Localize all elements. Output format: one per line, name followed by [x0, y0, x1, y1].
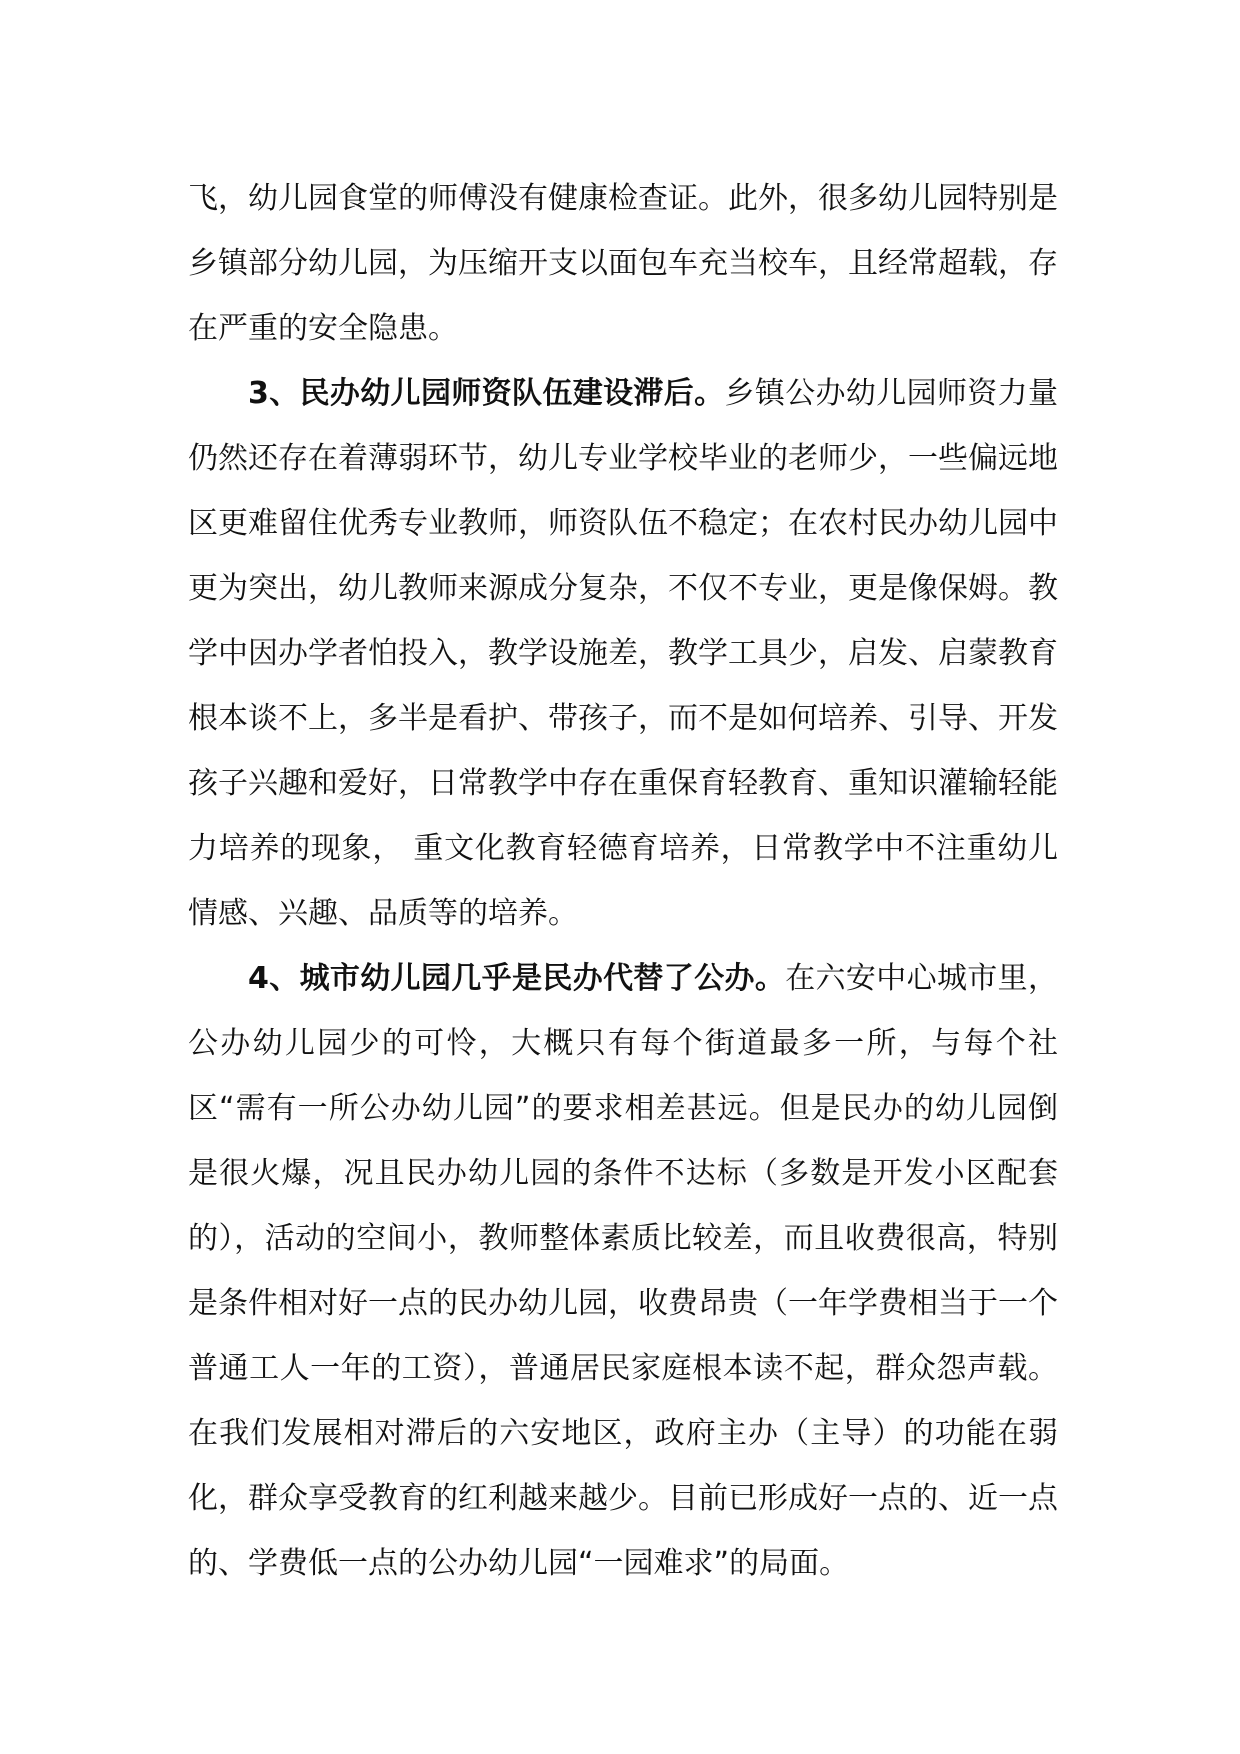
paragraph-city-kindergartens [188, 946, 1058, 1596]
paragraph-text: 乡镇公办幼儿园师资力量仍然还存在着薄弱环节，幼儿专业学校毕业的老师少，一些偏远地区更难留住优秀专业教师，师资队伍不稳定；在农村民办幼儿园中更为突出，幼儿教师来源成分复杂，不仅不专业，更是像保姆。教学中因办学者怕投入，教学设施差，教学工具少，启发、启蒙教育根本谈不上，多半是看护、带孩子，而不是如何培养、引导、开发孩子兴趣和爱好，日常教学中存在重保育轻教育、重知识灌输轻能力培养的现象， 重文化教育轻德育培养，日常教学中不注重幼儿情感、兴趣、品质等的培养。 [188, 376, 1059, 931]
paragraph-continuation [188, 166, 1058, 361]
paragraph-text: 在六安中心城市里，公办幼儿园少的可怜，大概只有每个街道最多一所，与每个社区“需有一所公办幼儿园”的要求相差甚远。但是民办的幼儿园倒是很火爆，况且民办幼儿园的条件不达标（多数是开发小区配套的），活动的空间小，教师整体素质比较差，而且收费很高，特别是条件相对好一点的民办幼儿园，收费昂贵（一年学费相当于一个普通工人一年的工资），普通居民家庭根本读不起，群众怨声载。在我们发展相对滞后的六安地区，政府主办（主导）的功能在弱化，群众享受教育的红利越来越少。目前已形成好一点的、近一点的、学费低一点的公办幼儿园“一园难求”的局面。 [188, 961, 1059, 1581]
paragraph-teacher-team [188, 361, 1058, 946]
paragraph-heading: 3、民办幼儿园师资队伍建设滞后。 [248, 376, 725, 411]
paragraph-text: 飞，幼儿园食堂的师傅没有健康检查证。此外，很多幼儿园特别是乡镇部分幼儿园，为压缩开支以面包车充当校车，且经常超载，存在严重的安全隐患。 [188, 181, 1058, 346]
paragraph-heading: 4、城市幼儿园几乎是民办代替了公办。 [248, 961, 786, 996]
document-body [188, 166, 1058, 1596]
